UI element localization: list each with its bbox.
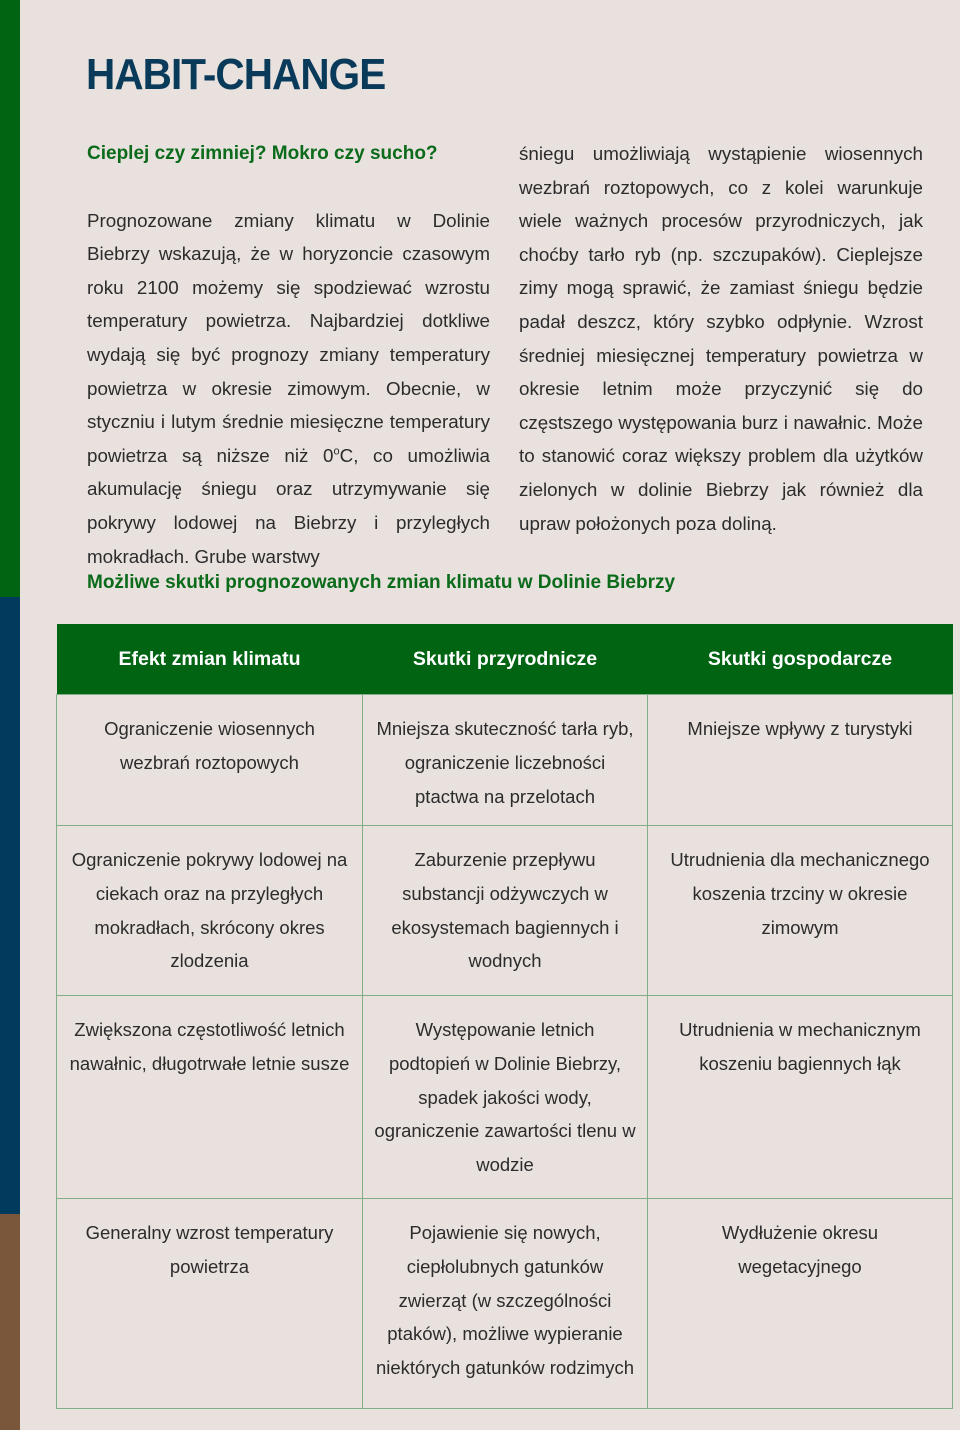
side-stripe-green: [0, 0, 20, 597]
table-row: [57, 695, 953, 826]
table-cell: Zwiększona częstotliwość letnich nawałnic, długotrwałe letnie susze: [57, 996, 363, 1199]
table-cell: Utrudnienia w mechanicznym koszeniu bagiennych łąk: [648, 996, 953, 1199]
article-subheading: Cieplej czy zimniej? Mokro czy sucho?: [87, 143, 438, 164]
table-cell: Ograniczenie pokrywy lodowej na ciekach oraz na przyległych mokradłach, skrócony okres zlodzenia: [57, 826, 363, 996]
header-natural-effects: Skutki przyrodnicze: [363, 624, 648, 695]
header-economic-effects: Skutki gospodarcze: [648, 624, 953, 695]
table-row: [57, 1199, 953, 1409]
article-paragraph-left: [87, 204, 490, 574]
article-left-column: [87, 137, 490, 573]
left-text-part-1: Prognozowane zmiany klimatu w Dolinie Biebrzy wskazują, że w horyzoncie czasowym roku 2100 możemy się spodziewać wzrostu temperatury powietrza. Najbardziej dotkliwe wydają się być prognozy zmiany temperatury powietrza w okresie zimowym. Obecnie, w styczniu i lutym średnie miesięczne temperatury powietrza są niższe niż 0: [87, 209, 490, 466]
article-right-column: [519, 137, 923, 573]
side-stripe-brown: [0, 1214, 20, 1430]
table-cell: Mniejsza skuteczność tarła ryb, ograniczenie liczebności ptactwa na przelotach: [363, 695, 648, 826]
article-columns: [87, 137, 923, 573]
table-header-row: [57, 624, 953, 695]
table-cell: Ograniczenie wiosennych wezbrań roztopowych: [57, 695, 363, 826]
table-cell: Zaburzenie przepływu substancji odżywczych w ekosystemach bagiennych i wodnych: [363, 826, 648, 996]
header-effect: Efekt zmian klimatu: [57, 624, 363, 695]
degree-sign: o: [333, 445, 340, 458]
side-stripe-blue: [0, 597, 20, 1214]
table-row: [57, 996, 953, 1199]
table-cell: Mniejsze wpływy z turystyki: [648, 695, 953, 826]
table-row: [57, 826, 953, 996]
table-cell: Generalny wzrost temperatury powietrza: [57, 1199, 363, 1409]
table-cell: Występowanie letnich podtopień w Dolinie Biebrzy, spadek jakości wody, ograniczenie zawartości tlenu w wodzie: [363, 996, 648, 1199]
climate-effects-table: [56, 624, 953, 1409]
table-cell: Wydłużenie okresu wegetacyjnego: [648, 1199, 953, 1409]
table-cell: Utrudnienia dla mechanicznego koszenia trzciny w okresie zimowym: [648, 826, 953, 996]
article-paragraph-right: śniegu umożliwiają wystąpienie wiosennych wezbrań roztopowych, co z kolei warunkuje wiele ważnych procesów przyrodniczych, jak choćby tarło ryb (np. szczupaków). Cieplejsze zimy mogą sprawić, że zamiast śniegu będzie padał deszcz, który szybko odpłynie. Wzrost średniej miesięcznej temperatury powietrza w okresie letnim może przyczynić się do częstszego występowania burz i nawałnic. Może to stanowić coraz większy problem dla użytków zielonych w dolinie Biebrzy jak również dla upraw położonych poza doliną.: [519, 143, 923, 534]
left-text-part-2: C, co umożliwia akumulację śniegu oraz utrzymywanie się pokrywy lodowej na Biebrzy i przyległych mokradłach. Grube warstwy: [87, 444, 490, 567]
page-title: HABIT-CHANGE: [86, 50, 386, 99]
table-cell: Pojawienie się nowych, ciepłolubnych gatunków zwierząt (w szczególności ptaków), możliwe wypieranie niektórych gatunków rodzimych: [363, 1199, 648, 1409]
table-heading: Możliwe skutki prognozowanych zmian klimatu w Dolinie Biebrzy: [87, 572, 676, 593]
